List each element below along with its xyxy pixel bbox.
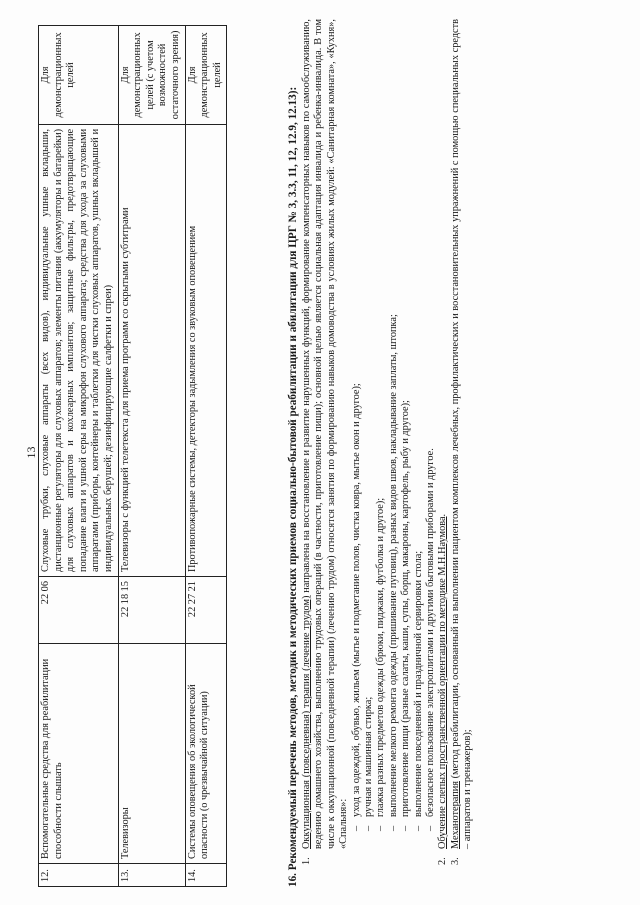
list-item-text: [450, 19, 475, 849]
row-name: Вспомогательные средства для реабилитации способности слышать: [39, 644, 119, 864]
row-description: Противопожарные системы, детекторы задымления со звуковым оповещением: [185, 124, 227, 576]
row-number: 14.: [185, 864, 227, 887]
dash-marker: –: [363, 825, 375, 831]
list-item-body: (метод реабилитации, основанный на выполнении пациентом комплексов лечебных, профилактических и восстановительных упражнений с помощью специальных средств – аппаратов и тренажеров);: [449, 19, 474, 849]
dash-marker: –: [387, 825, 399, 831]
section-16: [286, 19, 475, 887]
dash-item-text: выполнение мелкого ремонта одежды (пришивание пуговиц), разных видов швов, накладывание заплаты, штопка;: [387, 314, 399, 817]
row-name: Телевизоры: [118, 644, 185, 864]
dash-item: [425, 19, 437, 887]
list-marker: 2.: [437, 857, 449, 865]
dash-item-text: выполнение повседневной и праздничной сервировки стола;: [412, 550, 424, 817]
underlined-term: Обучение слепых пространственной ориентации по методике М.Н.Наумова: [437, 516, 449, 849]
list-marker: 3.: [449, 857, 461, 865]
page-number: 13: [24, 446, 38, 459]
list-item-text: [301, 19, 351, 849]
dash-item: [413, 19, 425, 887]
dash-item: [363, 19, 375, 887]
dash-item-text: глажка разных предметов одежды (брюки, пиджаки, футболка и другое);: [375, 497, 387, 817]
list-item: [301, 19, 351, 887]
underlined-term: Оккупационная (повседневная) терапия (лечение трудом): [301, 595, 312, 849]
list-item-text: [437, 19, 449, 849]
dash-item-text: безопасное пользование электроплитами и другими бытовыми приборами и другое.: [425, 448, 437, 817]
dash-item: [388, 19, 400, 887]
dash-marker: –: [400, 825, 412, 831]
dash-item: [351, 19, 363, 887]
underlined-term: Механотерапия: [449, 781, 461, 849]
row-purpose: Для демонстрационных целей (с учетом возможностей остаточного зрения): [118, 26, 185, 125]
list-item: [450, 19, 475, 887]
row-description: Телевизоры с функцией телетекста для приема программ со скрытыми субтитрами: [118, 124, 185, 576]
row-purpose: Для демонстрационных целей: [39, 26, 119, 125]
section-title: 16. Рекомендуемый перечень методов, методик и методических приемов социально-бытовой реабилитации и абилитации для ЦРГ № 3, 3.3, 11, 12, 12.9, 12.13):: [287, 86, 299, 887]
dash-item-text: уход за одеждой, обувью, жильем (мытье и подметание полов, чистка ковра, мытье окон и другое);: [350, 383, 362, 817]
dash-marker: –: [350, 825, 362, 831]
dash-item-text: приготовление пищи (разные салаты, каши, супы, борщ, макароны, картофель, рыбу и другое);: [400, 400, 412, 817]
list-marker: 1.: [301, 857, 312, 865]
row-number: 12.: [39, 864, 119, 887]
table-row: [185, 26, 227, 887]
dash-marker: –: [375, 825, 387, 831]
row-description: Слуховые трубки, слуховые аппараты (всех видов), индивидуальные ушные вкладыши, дистанционные регуляторы для слуховых аппаратов; элементы питания (аккумуляторы и батарейки) для слуховых аппаратов и кохлеарных имплантов; защитные фильтры, предотвращающие попадание влаги и ушной серы на микрофон слухового аппарата; средства для ухода за слуховыми аппаратами (приборы, контейнеры и таблетки для чистки слуховых аппаратов, ушных вкладышей и индивидуальных берушей; дезинфицирующие салфетки и спреи): [39, 124, 119, 576]
equipment-table: [38, 25, 227, 887]
row-number: 13.: [118, 864, 185, 887]
row-code: 22 06: [39, 577, 119, 644]
row-name: Системы оповещения об экологической опасности (о чрезвычайной ситуации): [185, 644, 227, 864]
row-code: 22 27 21: [185, 577, 227, 644]
dash-marker: –: [425, 825, 437, 831]
row-code: 22 18 15: [118, 577, 185, 644]
list-item-body: направлена на восстановление и развитие нарушенных функций, формирование компенсаторных навыков по самообслуживанию, ведению домашнего хозяйства, выполнению трудовых операций (в частности, приготовление пищи); основной целью является социальная адаптация инвалида и ребенка-инвалида. В том числе к оккупационной (повседневной терапии) (лечению трудом) относятся занятия по формированию навыков домоводства в условиях жилых модулей: «Санитарная комната», «Кухня», «Спальня»:: [301, 19, 350, 849]
row-purpose: Для демонстрационных целей: [185, 26, 227, 125]
dash-item-text: ручная и машинная стирка;: [363, 696, 375, 817]
dash-item: [400, 19, 412, 887]
table-row: [39, 26, 119, 887]
table-row: [118, 26, 185, 887]
list-item: [437, 19, 449, 887]
dash-marker: –: [412, 825, 424, 831]
list-item-body: .: [437, 513, 449, 517]
dash-item: [375, 19, 387, 887]
